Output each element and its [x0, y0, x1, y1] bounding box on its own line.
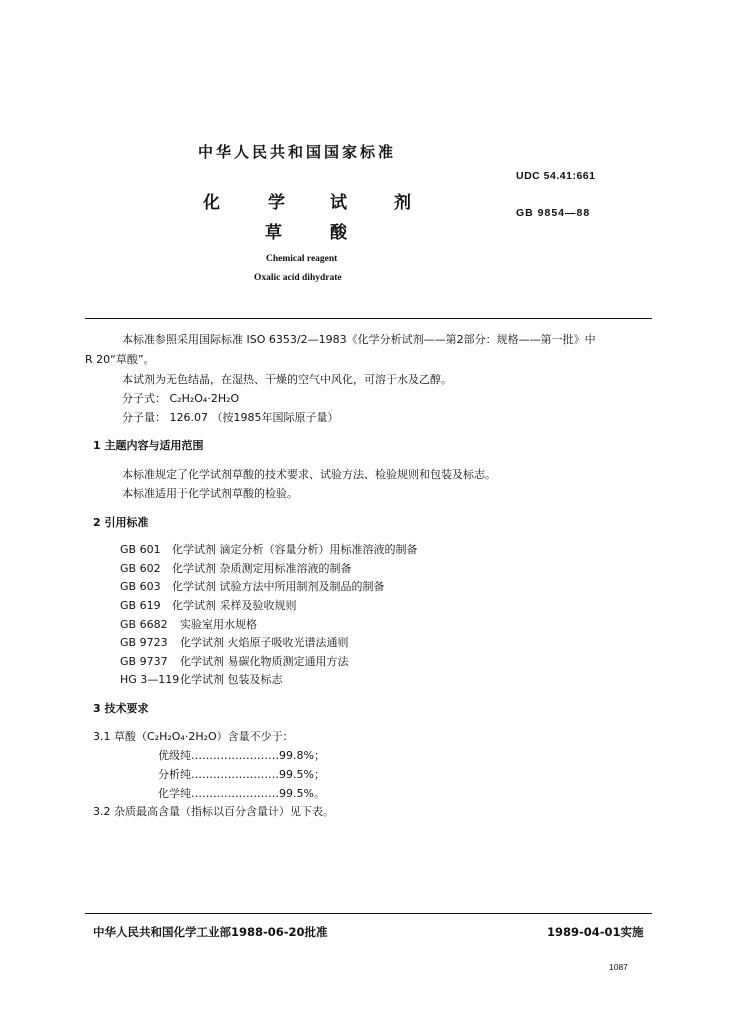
ref-title: 化学试剂 采样及验收规则	[172, 599, 297, 612]
udc-code: UDC 54.41:661	[516, 170, 596, 182]
ref-code: GB 9737	[120, 655, 168, 668]
ref-code: HG 3—119	[120, 673, 180, 686]
ref-code: GB 602	[120, 562, 161, 575]
grade-line: 化学纯……………………99.5%。	[158, 787, 325, 800]
ref-item	[120, 616, 257, 632]
grade-line: 优级纯……………………99.8%；	[158, 749, 325, 762]
title-char-2: 学	[268, 193, 285, 213]
section-1-para-1: 本标准规定了化学试剂草酸的技术要求、试验方法、检验规则和包装及标志。	[122, 468, 496, 481]
standard-number: GB 9854—88	[516, 207, 591, 219]
ref-item	[120, 578, 385, 594]
grade-line: 分析纯……………………99.5%；	[158, 768, 325, 781]
section-1-heading: 1 主题内容与适用范围	[93, 439, 204, 452]
ref-title: 化学试剂 滴定分析（容量分析）用标准溶液的制备	[172, 543, 418, 556]
ref-title: 化学试剂 易碳化物质测定通用方法	[180, 655, 349, 668]
intro-line-3: 本试剂为无色结晶，在湿热、干燥的空气中风化，可溶于水及乙醇。	[122, 373, 452, 386]
molecular-formula: 分子式： C₂H₂O₄·2H₂O	[122, 392, 240, 405]
ref-title: 化学试剂 火焰原子吸收光谱法通则	[180, 636, 349, 649]
ref-title: 化学试剂 试验方法中所用制剂及制品的制备	[172, 580, 385, 593]
ref-code: GB 6682	[120, 618, 168, 631]
ref-title: 化学试剂 包装及标志	[180, 673, 283, 686]
effective-date: 1989-04-01实施	[547, 925, 644, 939]
ref-item	[120, 560, 352, 576]
intro-line-2: R 20“草酸”。	[85, 353, 155, 366]
ref-item	[120, 634, 349, 650]
item-3-2: 3.2 杂质最高含量（指标以百分含量计）见下表。	[93, 805, 334, 818]
ref-item	[120, 597, 297, 613]
ref-title: 化学试剂 杂质测定用标准溶液的制备	[172, 562, 352, 575]
english-title: Chemical reagent	[266, 254, 338, 264]
page-number: 1087	[609, 962, 628, 972]
ref-code: GB 9723	[120, 636, 168, 649]
title-char-4: 剂	[394, 193, 411, 213]
approval-statement: 中华人民共和国化学工业部1988-06-20批准	[93, 925, 328, 939]
title-char-3: 试	[330, 193, 347, 213]
section-1-para-2: 本标准适用于化学试剂草酸的检验。	[122, 487, 298, 500]
item-3-1: 3.1 草酸（C₂H₂O₄·2H₂O）含量不少于：	[93, 730, 294, 743]
ref-item	[120, 541, 418, 557]
ref-item	[120, 653, 349, 669]
ref-code: GB 601	[120, 543, 161, 556]
header-rule	[85, 318, 652, 319]
ref-item	[120, 671, 283, 687]
issuer-title: 中华人民共和国国家标准	[198, 143, 397, 161]
subtitle-char-1: 草	[265, 223, 282, 243]
ref-code: GB 619	[120, 599, 161, 612]
english-subtitle: Oxalic acid dihydrate	[254, 273, 342, 283]
footer-rule	[85, 913, 652, 914]
intro-line-1: 本标准参照采用国际标准 ISO 6353/2—1983《化学分析试剂——第2部分：规格——第一批》中	[122, 333, 596, 346]
section-3-heading: 3 技术要求	[93, 702, 149, 715]
subtitle-char-2: 酸	[330, 223, 347, 243]
ref-title: 实验室用水规格	[180, 618, 257, 631]
ref-code: GB 603	[120, 580, 161, 593]
molecular-weight: 分子量： 126.07 （按1985年国际原子量）	[122, 411, 339, 424]
section-2-heading: 2 引用标准	[93, 516, 149, 529]
title-char-1: 化	[203, 193, 220, 213]
